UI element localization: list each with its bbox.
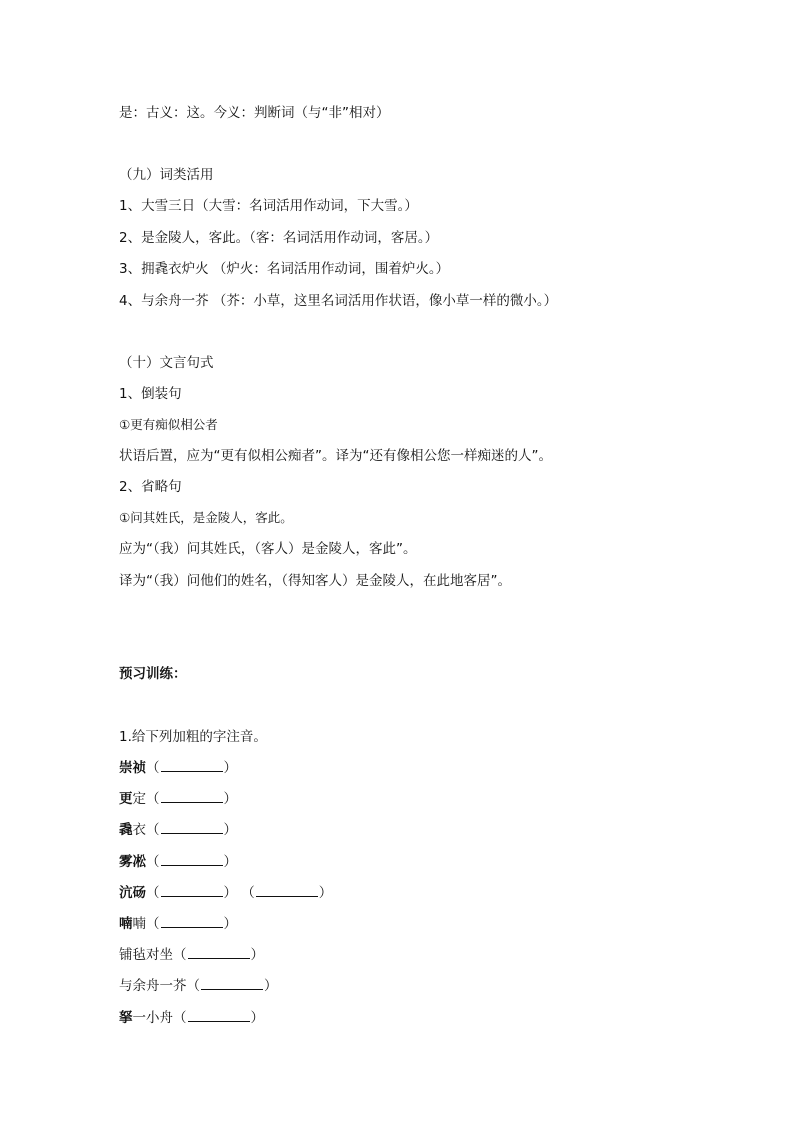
close-paren: ） [250,947,264,963]
item-bold-text: 拏 [119,1010,133,1026]
pinyin-item-9 [119,1009,264,1027]
close-paren: ） [223,760,237,776]
ci-lei-item-1: 1、大雪三日（大雪：名词活用作动词，下大雪。） [119,198,418,214]
open-paren: （ [146,885,160,901]
item-bold-text: 崇祯 [119,760,146,776]
answer-blank[interactable] [188,946,250,959]
item-bold-text: 毳 [119,822,133,838]
item-plain-text: 定 [132,791,146,807]
answer-blank[interactable] [161,759,223,772]
ci-lei-item-4: 4、与余舟一芥 （芥：小草，这里名词活用作状语，像小草一样的微小。） [119,293,558,309]
pinyin-item-3 [119,821,237,839]
open-paren: （ [173,947,187,963]
item-plain-text: 铺毡对坐 [119,947,173,963]
pinyin-item-5 [119,884,332,902]
close-paren: ） [250,1010,264,1026]
open-paren: （ [146,822,160,838]
sheng-lue-example: ①问其姓氏，是金陵人，客此。 [119,510,293,525]
close-paren: ） [264,978,278,994]
ci-lei-huo-yong-heading: （九）词类活用 [119,167,214,183]
pinyin-item-2 [119,790,237,808]
item-plain-text: 一小舟 [132,1010,173,1026]
pinyin-item-6 [119,915,237,933]
close-paren: ） [223,916,237,932]
answer-blank[interactable] [161,915,223,928]
item-bold-text: 沆砀 [119,885,146,901]
answer-blank[interactable] [161,821,223,834]
pinyin-item-8 [119,977,278,995]
gu-jin-yi-line: 是：古义：这。今义：判断词（与“非”相对） [119,105,390,121]
ci-lei-item-2: 2、是金陵人，客此。（客：名词活用作动词，客居。） [119,230,439,246]
open-paren: （ [146,854,160,870]
item-plain-text: 喃 [132,916,146,932]
close-paren: ） [223,885,237,901]
close-paren: ） [318,885,333,901]
sheng-lue-title: 2、省略句 [119,479,182,495]
answer-blank[interactable] [161,853,223,866]
item-bold-text: 雾凇 [119,854,146,870]
wen-yan-ju-shi-heading: （十）文言句式 [119,355,214,371]
item-plain-text: 衣 [132,822,146,838]
pinyin-item-4 [119,853,237,871]
open-paren: （ [146,916,160,932]
yu-xi-question: 1.给下列加粗的字注音。 [119,729,267,745]
dao-zhuang-example: ①更有痴似相公者 [119,417,218,432]
pinyin-item-7 [119,946,264,964]
dao-zhuang-explanation: 状语后置，应为“更有似相公痴者”。译为“还有像相公您一样痴迷的人”。 [119,448,552,464]
ci-lei-item-3: 3、拥毳衣炉火 （炉火：名词活用作动词，围着炉火。） [119,261,450,277]
close-paren: ） [223,822,237,838]
close-paren: ） [223,791,237,807]
open-paren: （ [146,760,160,776]
answer-blank[interactable] [161,790,223,803]
sheng-lue-explanation-1: 应为“（我）问其姓氏，（客人）是金陵人，客此”。 [119,541,417,557]
yu-xi-heading: 预习训练： [119,666,187,682]
open-paren: （ [241,885,255,901]
item-plain-text: 与余舟一芥 [119,978,187,994]
item-bold-text: 更 [119,791,133,807]
open-paren: （ [186,978,200,994]
dao-zhuang-title: 1、倒装句 [119,386,182,402]
close-paren: ） [223,854,237,870]
answer-blank[interactable] [161,884,223,897]
open-paren: （ [146,791,160,807]
sheng-lue-explanation-2: 译为“（我）问他们的姓名，（得知客人）是金陵人，在此地客居”。 [119,573,511,589]
pinyin-item-1 [119,759,237,777]
item-bold-text: 喃 [119,916,133,932]
answer-blank[interactable] [188,1009,250,1022]
answer-blank[interactable] [256,884,318,897]
open-paren: （ [173,1010,187,1026]
answer-blank[interactable] [201,977,263,990]
